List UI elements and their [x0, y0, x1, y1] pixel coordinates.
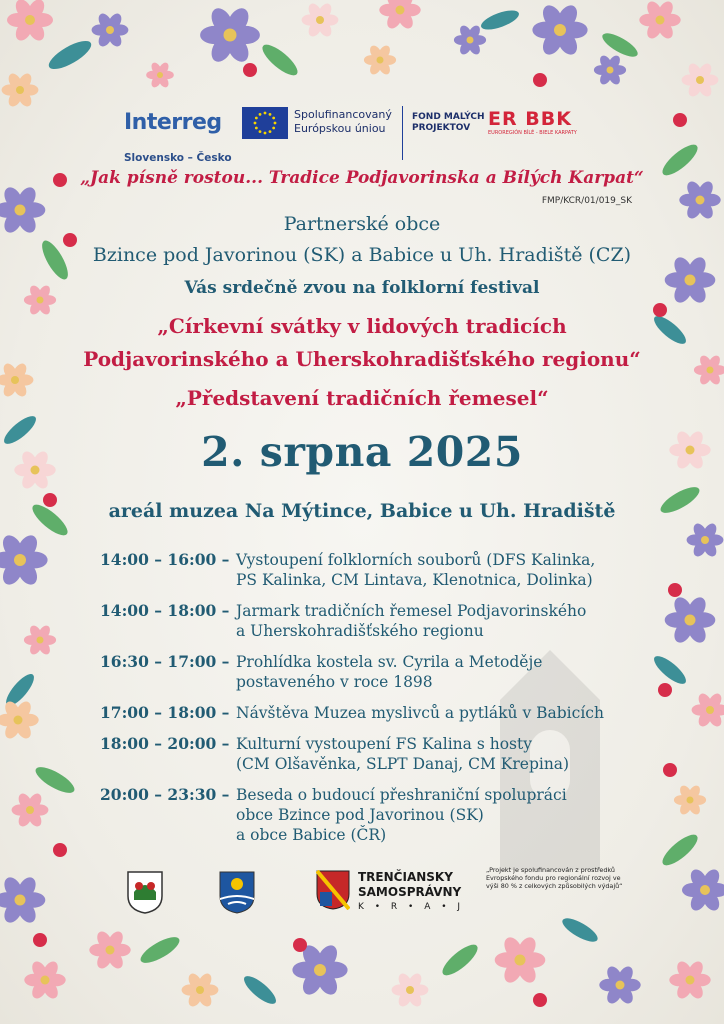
project-title: „Jak písně rostou... Tradice Podjavorinska a Bílých Karpat“	[80, 168, 644, 188]
flower-icon	[669, 959, 710, 1001]
eu-cofunded-text: Spolufinancovaný Európskou úniou	[294, 108, 392, 135]
flower-icon	[665, 594, 716, 646]
flower-icon	[0, 874, 45, 926]
eu-star	[274, 122, 277, 125]
eu-star	[255, 127, 258, 130]
erbbk-subtitle: EUROREGIÓN BÍLÉ - BIELE KARPATY	[488, 130, 577, 136]
flower-icon	[302, 1, 339, 38]
bzince-crest-icon	[218, 870, 256, 914]
flower-icon	[89, 929, 130, 971]
leaf-icon	[45, 36, 95, 75]
flower-icon	[594, 54, 626, 87]
flower-icon	[0, 532, 48, 588]
leaf-icon	[240, 972, 280, 1008]
flower-icon	[674, 784, 706, 817]
schedule-desc: Vystoupení folklorních souborů (DFS Kalinka, PS Kalinka, CM Lintava, Klenotnica, Dolinka)	[236, 551, 596, 589]
flower-icon	[495, 934, 546, 986]
tsk-logo-text: TRENČIANSKY SAMOSPRÁVNY K • R • A • J	[358, 870, 465, 912]
berry-icon	[243, 63, 257, 77]
leaf-icon	[658, 830, 702, 870]
eu-star	[259, 130, 262, 133]
eu-star	[269, 130, 272, 133]
eu-star	[264, 132, 267, 135]
festival-title-1: „Církevní svátky v lidových tradicích	[157, 314, 567, 338]
schedule-desc: Jarmark tradičních řemesel Podjavorinského a Uherskohradišťského regionu	[236, 602, 587, 640]
leaf-icon	[32, 762, 78, 797]
flower-icon	[532, 2, 587, 58]
berry-icon	[533, 993, 547, 1007]
schedule-time: 17:00 – 18:00 –	[100, 703, 230, 722]
flower-icon	[146, 61, 174, 89]
schedule-row	[100, 601, 620, 641]
flower-icon	[2, 71, 39, 108]
berry-icon	[673, 113, 687, 127]
flower-icon	[687, 521, 724, 558]
event-venue: areál muzea Na Mýtince, Babice u Uh. Hradiště	[108, 500, 616, 522]
invite-line-3: Vás srdečně zvou na folklorní festival	[184, 278, 540, 298]
berry-icon	[663, 763, 677, 777]
schedule-row	[100, 703, 620, 723]
flower-icon	[12, 791, 49, 828]
interreg-subtitle: Slovensko – Česko	[124, 152, 232, 164]
berry-icon	[33, 933, 47, 947]
berry-icon	[533, 73, 547, 87]
eu-star	[255, 117, 258, 120]
babice-crest-icon	[126, 870, 164, 914]
schedule-row	[100, 652, 620, 692]
schedule-time: 14:00 – 16:00 –	[100, 550, 230, 569]
schedule-desc: Kulturní vystoupení FS Kalina s hosty (CM Olšavěnka, SLPT Danaj, CM Krepina)	[236, 735, 570, 773]
partner-logos	[120, 104, 600, 174]
schedule-row	[100, 785, 620, 845]
flower-icon	[24, 624, 56, 657]
tsk-emblem-icon	[316, 870, 350, 910]
erbbk-logo: ER BBK	[488, 108, 572, 130]
eu-star	[264, 112, 267, 115]
schedule-row	[100, 550, 620, 590]
fmp-logo: FOND MALÝCH PROJEKTOV	[412, 112, 485, 133]
schedule-time: 16:30 – 17:00 –	[100, 652, 230, 671]
leaf-icon	[258, 40, 302, 80]
schedule-time: 20:00 – 23:30 –	[100, 785, 230, 804]
flower-icon	[599, 964, 640, 1006]
leaf-icon	[137, 932, 183, 967]
divider	[402, 106, 403, 160]
berry-icon	[53, 843, 67, 857]
flower-icon	[682, 867, 724, 914]
project-code: FMP/KCR/01/019_SK	[541, 196, 632, 206]
eu-flag-icon	[242, 107, 288, 139]
schedule	[100, 550, 620, 845]
festival-title-3: „Představení tradičních řemesel“	[175, 386, 549, 410]
schedule-time: 14:00 – 18:00 –	[100, 601, 230, 620]
leaf-icon	[479, 7, 521, 34]
eu-star	[254, 122, 257, 125]
eu-star	[272, 117, 275, 120]
schedule-desc: Beseda o budoucí přeshraniční spolupráci obce Bzince pod Javorinou (SK) a obce Babice (ČR)	[236, 786, 567, 844]
berry-icon	[668, 583, 682, 597]
invite-line-1: Partnerské obce	[283, 213, 441, 235]
flower-icon	[200, 5, 260, 66]
interreg-logo: Interreg	[124, 110, 222, 135]
flower-icon	[379, 0, 420, 31]
schedule-desc: Prohlídka kostela sv. Cyrila a Metoděje postaveného v roce 1898	[236, 653, 543, 691]
flower-icon	[182, 971, 219, 1008]
flower-icon	[24, 959, 65, 1001]
flower-icon	[454, 24, 486, 57]
flower-icon	[92, 11, 129, 48]
flower-icon	[692, 691, 724, 728]
funding-note: „Projekt je spolufinancován z prostředků Evropského fondu pro regionální rozvoj ve výši 80 % z celkových způsobilých výdajů“	[486, 866, 623, 891]
eu-star	[269, 113, 272, 116]
invite-line-2: Bzince pod Javorinou (SK) a Babice u Uh. Hradiště (CZ)	[92, 244, 632, 266]
flower-icon	[639, 0, 680, 41]
schedule-desc: Návštěva Muzea myslivců a pytláků v Babicích	[236, 704, 604, 722]
festival-title-2: Podjavorinského a Uherskohradišťského regionu“	[83, 347, 641, 371]
flower-icon	[682, 61, 719, 98]
event-date: 2. srpna 2025	[201, 428, 523, 476]
schedule-row	[100, 734, 620, 774]
flower-icon	[7, 0, 53, 43]
flower-icon	[392, 971, 429, 1008]
flower-icon	[0, 699, 39, 741]
berry-icon	[293, 938, 307, 952]
eu-star	[272, 127, 275, 130]
berry-icon	[658, 683, 672, 697]
footer-logos	[120, 866, 623, 926]
leaf-icon	[438, 940, 482, 980]
leaf-icon	[650, 652, 690, 688]
flower-icon	[364, 44, 396, 77]
schedule-time: 18:00 – 20:00 –	[100, 734, 230, 753]
eu-star	[259, 113, 262, 116]
